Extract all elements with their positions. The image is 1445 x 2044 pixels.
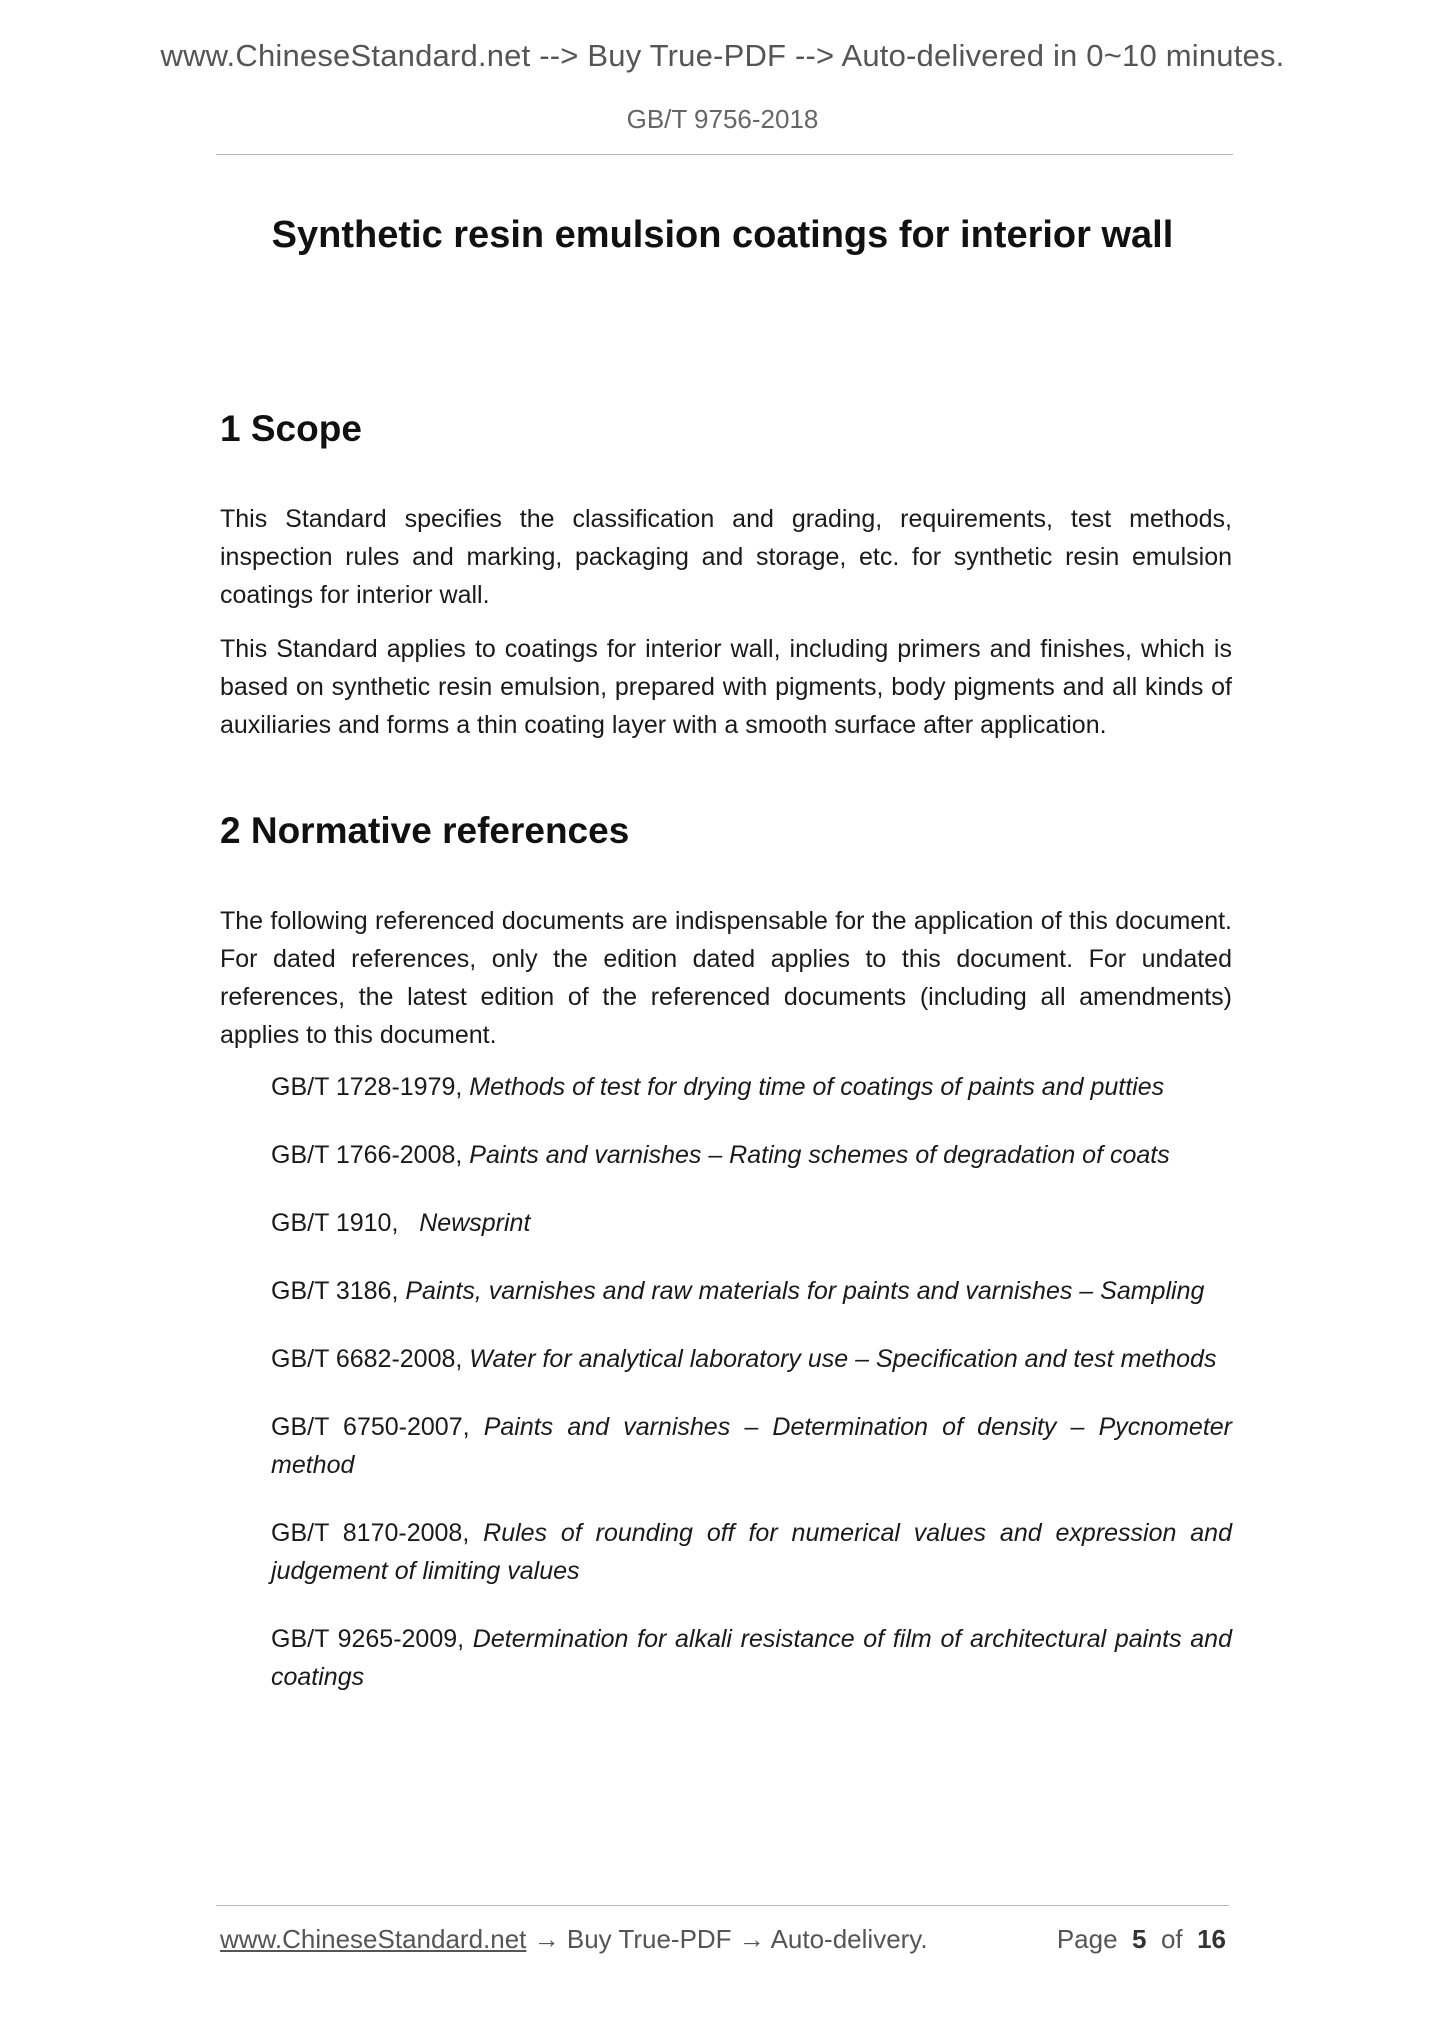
reference-title: Newsprint xyxy=(419,1209,531,1237)
reference-title: Methods of test for drying time of coatings of paints and putties xyxy=(469,1073,1165,1101)
page-total: 16 xyxy=(1197,1924,1226,1954)
page-current: 5 xyxy=(1132,1924,1147,1954)
scope-paragraph: This Standard specifies the classification and grading, requirements, test methods, inspection rules and marking, packaging and storage, etc. for synthetic resin emulsion coatings for interior wall. xyxy=(220,505,1232,609)
top-banner: www.ChineseStandard.net --> Buy True-PDF --> Auto-delivered in 0~10 minutes. xyxy=(160,38,1285,73)
reference-code: GB/T 8170-2008, xyxy=(271,1519,470,1547)
reference-code: GB/T 1766-2008, xyxy=(271,1141,463,1169)
reference-item xyxy=(271,1514,1232,1590)
reference-title: Water for analytical laboratory use – Specification and test methods xyxy=(469,1345,1217,1373)
reference-title: Paints and varnishes – Rating schemes of degradation of coats xyxy=(469,1141,1170,1169)
reference-code: GB/T 1728-1979, xyxy=(271,1073,463,1101)
header-divider xyxy=(216,154,1233,155)
reference-title: Determination for alkali resistance of film of architectural paints and coatings xyxy=(271,1625,1232,1691)
reference-item xyxy=(271,1204,1232,1242)
reference-title: Paints and varnishes – Determination of density – Pycnometer method xyxy=(271,1413,1232,1479)
section-heading-normative-references: 2 Normative references xyxy=(220,810,630,851)
reference-title: Rules of rounding off for numerical values and expression and judgement of limiting values xyxy=(271,1519,1232,1585)
reference-code: GB/T 3186, xyxy=(271,1277,399,1305)
reference-item xyxy=(271,1272,1232,1310)
reference-code: GB/T 6750-2007, xyxy=(271,1413,470,1441)
footer-tagline: → Buy True-PDF → Auto-delivery. xyxy=(526,1924,928,1954)
footer-left xyxy=(220,1924,928,1955)
reference-code: GB/T 6682-2008, xyxy=(271,1345,463,1373)
reference-item xyxy=(271,1068,1232,1106)
reference-item xyxy=(271,1340,1232,1378)
scope-paragraph: This Standard applies to coatings for interior wall, including primers and finishes, which is based on synthetic resin emulsion, prepared with pigments, body pigments and all kinds of auxiliaries and forms a thin coating layer with a smooth surface after application. xyxy=(220,635,1232,739)
section-heading-scope: 1 Scope xyxy=(220,408,362,449)
footer-divider xyxy=(216,1905,1229,1906)
document-code: GB/T 9756-2018 xyxy=(626,104,819,134)
page-footer xyxy=(220,1924,1230,1960)
references-intro-paragraph: The following referenced documents are indispensable for the application of this document. For dated references, only the edition dated applies to this document. For undated references, the latest edition of the referenced documents (including all amendments) applies to this document. xyxy=(220,907,1232,1049)
reference-item xyxy=(271,1136,1232,1174)
reference-title: Paints, varnishes and raw materials for paints and varnishes – Sampling xyxy=(405,1277,1205,1305)
document-body xyxy=(220,408,1232,1696)
reference-code: GB/T 9265-2009, xyxy=(271,1625,465,1653)
document-title: Synthetic resin emulsion coatings for interior wall xyxy=(271,214,1174,256)
reference-code: GB/T 1910, xyxy=(271,1209,399,1237)
site-link[interactable]: www.ChineseStandard.net xyxy=(220,1924,527,1954)
reference-list xyxy=(220,1068,1232,1696)
reference-item xyxy=(271,1408,1232,1484)
page-number: Page 5 of 16 xyxy=(1056,1924,1226,1954)
reference-item xyxy=(271,1620,1232,1696)
